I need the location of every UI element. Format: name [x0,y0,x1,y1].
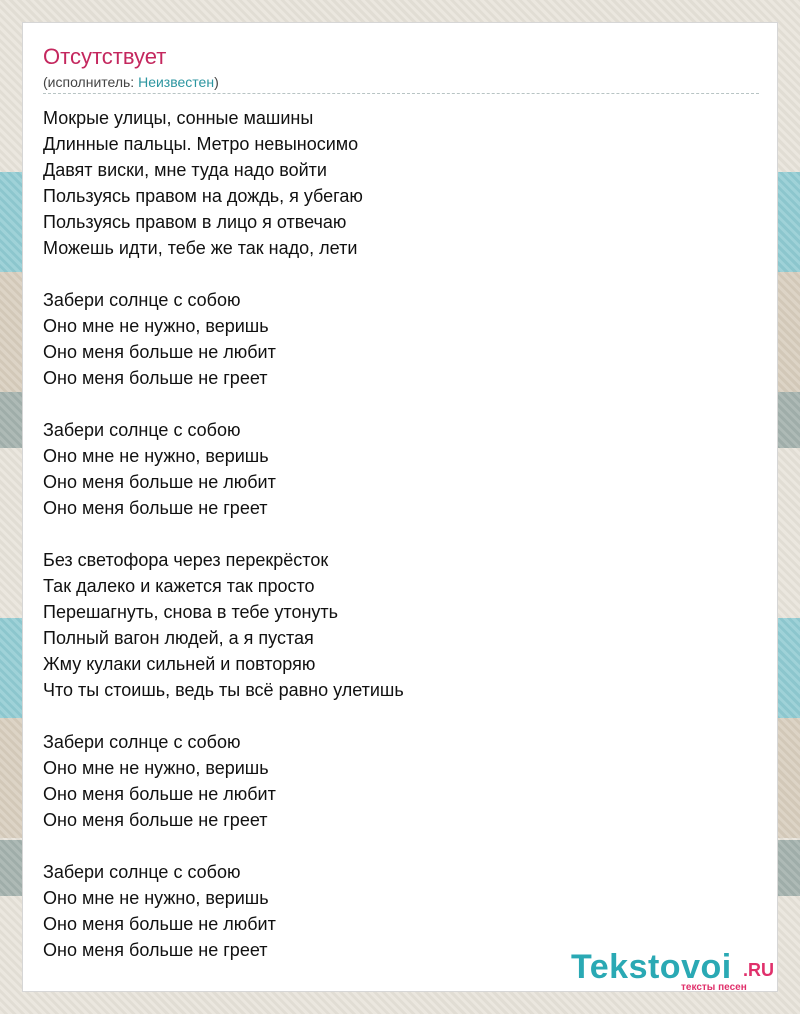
lyrics-line: Пользуясь правом на дождь, я убегаю [43,186,363,206]
lyrics-line: Оно меня больше не греет [43,810,268,830]
lyrics-line: Полный вагон людей, а я пустая [43,628,314,648]
lyrics-line: Оно меня больше не любит [43,784,276,804]
lyrics-line: Забери солнце с собою [43,290,241,310]
lyrics-line: Оно меня больше не греет [43,498,268,518]
lyrics-line: Забери солнце с собою [43,732,241,752]
lyrics-line: Оно меня больше не любит [43,472,276,492]
lyrics-line: Пользуясь правом в лицо я отвечаю [43,212,347,232]
song-title: Отсутствует [43,44,167,69]
lyrics-stanza [43,105,743,261]
lyrics-line: Забери солнце с собою [43,420,241,440]
lyrics-line: Длинные пальцы. Метро невыносимо [43,134,359,154]
logo-brand: Tekstovoi [571,948,732,986]
lyrics-line: Оно меня больше не любит [43,342,276,362]
lyrics-line: Оно меня больше не любит [43,914,276,934]
lyrics-line: Можешь идти, тебе же так надо, лети [43,238,358,258]
lyrics-stanza [43,287,743,391]
lyrics-stanza [43,729,743,833]
logo-tld: .RU [743,960,774,980]
lyrics-line: Перешагнуть, снова в тебе утонуть [43,602,339,622]
lyrics-line: Давят виски, мне туда надо войти [43,160,327,180]
lyrics-line: Жму кулаки сильней и повторяю [43,654,316,674]
artist-line [43,73,219,91]
artist-suffix: ) [214,74,219,90]
lyrics-line: Оно меня больше не греет [43,940,268,960]
site-logo[interactable] [571,947,781,997]
lyrics-stanza [43,417,743,521]
lyrics-line: Оно мне не нужно, веришь [43,758,269,778]
lyrics-line: Оно мне не нужно, веришь [43,316,269,336]
lyrics-line: Забери солнце с собою [43,862,241,882]
lyrics-line: Оно мне не нужно, веришь [43,446,269,466]
logo-tagline: тексты песен [681,982,747,993]
divider [43,93,759,94]
lyrics-stanza [43,547,743,703]
lyrics-card [22,22,778,992]
lyrics-line: Мокрые улицы, сонные машины [43,108,314,128]
artist-link[interactable]: Неизвестен [138,74,215,90]
lyrics-line: Оно мне не нужно, веришь [43,888,269,908]
lyrics-line: Что ты стоишь, ведь ты всё равно улетишь [43,680,404,700]
lyrics-body [43,105,743,963]
lyrics-line: Оно меня больше не греет [43,368,268,388]
lyrics-line: Так далеко и кажется так просто [43,576,315,596]
artist-prefix: (исполнитель: [43,74,139,90]
lyrics-line: Без светофора через перекрёсток [43,550,329,570]
